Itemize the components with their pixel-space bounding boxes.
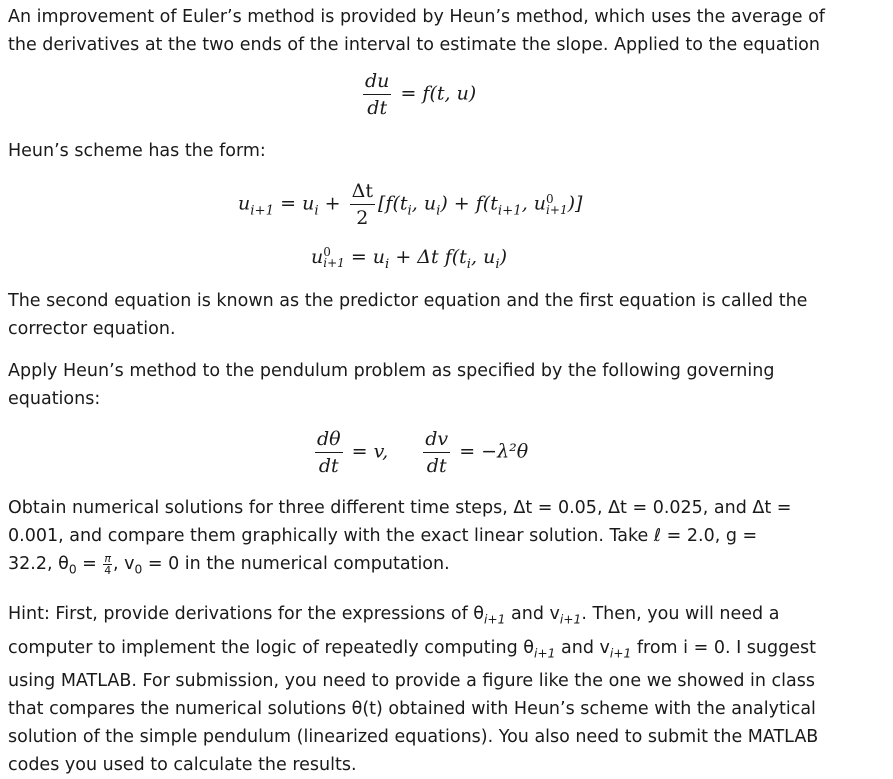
corrector-lhs-sub: i+1	[250, 203, 275, 219]
apply-paragraph	[8, 357, 878, 413]
corrector-t2-sub: i+1	[497, 203, 522, 219]
theta0-sub: 0	[68, 562, 77, 577]
predictor-eq-sub: i	[385, 256, 390, 272]
obtain-line-3-c: , v	[113, 554, 135, 574]
hint-line-2-c: from i = 0. I suggest	[631, 637, 816, 658]
dt-half-denominator: 2	[356, 207, 369, 229]
hint-line-4: that compares the numerical solutions θ(t) obtained with Heun’s scheme with the analytical	[8, 699, 816, 719]
hint-theta-sub: i+1	[484, 612, 506, 627]
intro-line-2: the derivatives at the two ends of the interval to estimate the slope. Applied to the equation	[8, 35, 820, 55]
hint-line-1-c: . Then, you will need a	[581, 604, 780, 624]
dtheta-denominator: dt	[318, 455, 339, 477]
corrector-u-sub: i	[436, 203, 441, 219]
dtheta-numerator: dθ	[315, 428, 343, 453]
dt-half-fraction	[350, 180, 375, 229]
corrector-comma-u: , u	[411, 192, 437, 215]
corrector-u2-sup: 0	[546, 191, 554, 206]
ode-rhs: = f(t, u)	[400, 82, 477, 105]
predictor-rest: + Δt f(t	[395, 246, 467, 268]
predictor-line-1: The second equation is known as the predictor equation and the first equation is called the	[8, 291, 808, 311]
dv-denominator: dt	[426, 455, 447, 477]
predictor-lhs: u	[311, 246, 324, 268]
dt-denominator: dt	[367, 97, 388, 119]
corrector-body: [f(t	[378, 192, 408, 215]
hint2-theta-sub: i+1	[533, 646, 556, 660]
hint-line-6: codes you used to calculate the results.	[8, 755, 357, 775]
corrector-eq: = u	[280, 192, 315, 215]
hint-line-2	[8, 634, 878, 668]
obtain-line-3-b: =	[76, 554, 103, 574]
predictor-eq: = u	[350, 246, 386, 268]
pi-numerator: π	[104, 551, 112, 565]
predictor-end: )	[499, 246, 508, 268]
obtain-line-3-a: 32.2, θ	[8, 554, 69, 574]
hint-line-3: using MATLAB. For submission, you need to provide a figure like the one we showed in class	[8, 671, 815, 691]
obtain-line-3-d: = 0 in the numerical computation.	[142, 554, 450, 574]
hint-line-2-b: and v	[555, 637, 610, 658]
predictor-lhs-sup: 0	[323, 245, 331, 259]
intro-line-1: An improvement of Euler’s method is provided by Heun’s method, which uses the average of	[8, 7, 825, 27]
hint-v-sub: i+1	[559, 612, 582, 627]
obtain-line-2: 0.001, and compare them graphically with the exact linear solution. Take ℓ = 2.0, g =	[8, 526, 758, 546]
hint-paragraph	[8, 600, 878, 779]
corrector-mid: ) + f(t	[440, 192, 498, 215]
v0-sub: 0	[134, 562, 143, 577]
hint-line-1	[8, 600, 878, 634]
predictor-comma-u: , u	[471, 246, 496, 268]
corrector-plus: +	[324, 192, 341, 215]
du-dt-fraction	[363, 70, 391, 119]
corrector-t-sub: i	[407, 203, 412, 219]
corrector-comma-u2: , u	[521, 192, 547, 215]
hint2-v-sub: i+1	[609, 646, 632, 660]
pendulum-equations	[312, 428, 528, 477]
dv-numerator: dv	[423, 428, 450, 453]
hint-line-1-a: Hint: First, provide derivations for the expressions of θ	[8, 604, 485, 624]
obtain-line-3	[8, 550, 878, 584]
dtheta-rhs: = v,	[351, 440, 389, 463]
corrector-equation	[238, 180, 582, 229]
dt-half-numerator: Δt	[350, 180, 375, 205]
dtheta-dt-fraction	[315, 428, 343, 477]
corrector-end: )]	[567, 192, 583, 215]
obtain-line-1: Obtain numerical solutions for three different time steps, Δt = 0.05, Δt = 0.025, and Δt =	[8, 498, 792, 518]
heun-label-text: Heun’s scheme has the form:	[8, 141, 266, 161]
hint-line-2-a: computer to implement the logic of repeatedly computing θ	[8, 637, 534, 658]
corrector-u2-sub: i+1	[546, 202, 568, 217]
hint-line-1-b: and v	[505, 604, 560, 624]
intro-paragraph	[8, 3, 878, 59]
dv-rhs: = −λ²θ	[459, 440, 529, 463]
predictor-u-sub: i	[495, 256, 500, 272]
apply-line-2: equations:	[8, 389, 101, 409]
dv-dt-fraction	[423, 428, 450, 477]
corrector-eq-sub: i	[314, 203, 319, 219]
predictor-paragraph	[8, 287, 878, 343]
pi-over-4-fraction	[103, 553, 112, 576]
predictor-equation	[311, 246, 507, 272]
du-numerator: du	[363, 70, 391, 95]
four-denominator: 4	[104, 563, 112, 577]
predictor-lhs-sub: i+1	[323, 256, 345, 270]
apply-line-1: Apply Heun’s method to the pendulum problem as specified by the following governing	[8, 361, 775, 381]
obtain-paragraph	[8, 494, 878, 584]
corrector-lhs: u	[238, 192, 251, 215]
heun-label	[8, 137, 878, 165]
predictor-t-sub: i	[466, 256, 472, 272]
ode-equation	[360, 70, 476, 119]
hint-line-5: solution of the simple pendulum (linearized equations). You also need to submit the MATLAB	[8, 727, 819, 747]
predictor-line-2: corrector equation.	[8, 319, 176, 339]
